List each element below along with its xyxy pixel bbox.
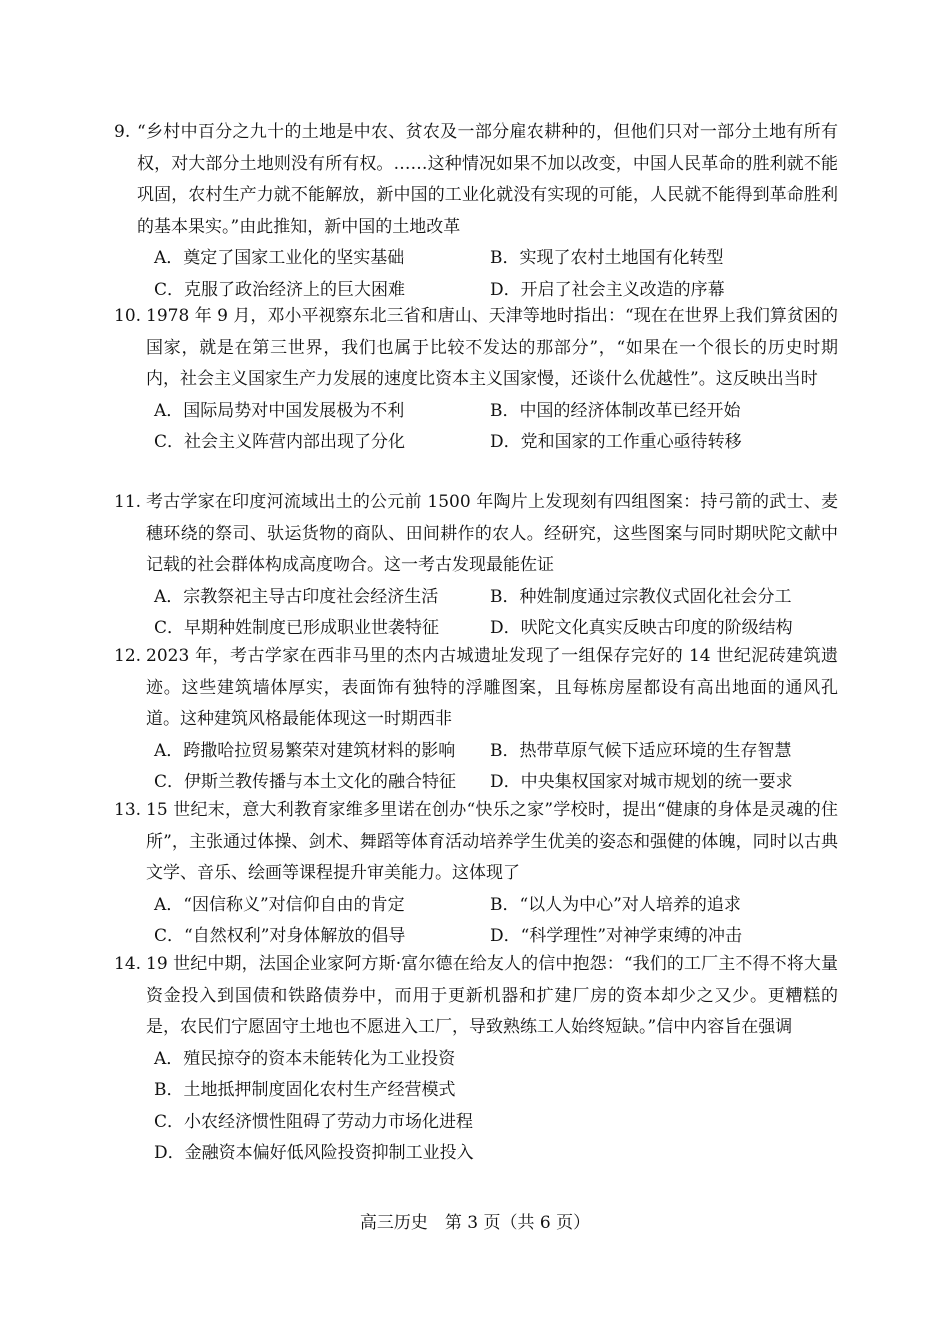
question-11 <box>114 487 838 645</box>
option-c: C．伊斯兰教传播与本土文化的融合特征 <box>154 772 457 792</box>
option-b: B．热带草原气候下适应环境的生存智慧 <box>490 740 792 761</box>
option-c: C．社会主义阵营内部出现了分化 <box>154 432 406 452</box>
option-b: B．种姓制度通过宗教仪式固化社会分工 <box>490 586 792 607</box>
question-number: 10. <box>114 306 142 326</box>
option-d: D．吠陀文化真实反映古印度的阶级结构 <box>490 618 793 638</box>
question-stem: 考古学家在印度河流域出土的公元前 1500 年陶片上发现刻有四组图案：持弓箭的武士、麦穗环绕的祭司、驮运货物的商队、田间耕作的农人。经研究，这些图案与同时期吠陀文献中记载的社会群体构成高度吻合。这一考古发现最能佐证 <box>146 492 838 575</box>
options <box>154 243 838 306</box>
question-stem: 15 世纪末，意大利教育家维多里诺在创办“快乐之家”学校时，提出“健康的身体是灵魂的住所”，主张通过体操、剑术、舞蹈等体育活动培养学生优美的姿态和强健的体魄，同时以古典文学、音乐、绘画等课程提升审美能力。这体现了 <box>146 800 838 883</box>
option-row <box>154 243 838 275</box>
option-row <box>154 396 838 428</box>
question-stem: 19 世纪中期，法国企业家阿方斯·富尔德在给友人的信中抱怨：“我们的工厂主不得不将大量资金投入到国债和铁路债券中，而用于更新机器和扩建厂房的资本却少之又少。更糟糕的是，农民们宁愿固守土地也不愿进入工厂，导致熟练工人始终短缺。”信中内容旨在强调 <box>146 954 838 1037</box>
options <box>154 582 838 645</box>
options <box>154 1044 838 1170</box>
options <box>154 736 838 799</box>
option-c: C．早期种姓制度已形成职业世袭特征 <box>154 618 440 638</box>
option-row <box>154 890 838 922</box>
option-b: B．实现了农村土地国有化转型 <box>490 248 724 268</box>
option-row <box>154 767 838 799</box>
question-stem: 1978 年 9 月，邓小平视察东北三省和唐山、天津等地时指出：“现在在世界上我们算贫困的国家，就是在第三世界，我们也属于比较不发达的那部分”，“如果在一个很长的历史时期内，社会主义国家生产力发展的速度比资本主义国家慢，还谈什么优越性”。这反映出当时 <box>146 306 838 389</box>
option-row <box>154 427 838 459</box>
question-12 <box>114 641 838 799</box>
option-a: A．奠定了国家工业化的坚实基础 <box>154 248 405 268</box>
option-a: A．“因信称义”对信仰自由的肯定 <box>154 894 405 915</box>
question-10 <box>114 301 838 459</box>
option-d: D．中央集权国家对城市规划的统一要求 <box>490 772 793 792</box>
option-c: C．小农经济惯性阻碍了劳动力市场化进程 <box>154 1111 474 1132</box>
options <box>154 396 838 459</box>
option-row <box>154 921 838 953</box>
option-b: B．土地抵押制度固化农村生产经营模式 <box>154 1080 456 1100</box>
option-d: D．金融资本偏好低风险投资抑制工业投入 <box>154 1143 474 1163</box>
question-number: 9. <box>114 122 131 142</box>
question-stem: 2023 年，考古学家在西非马里的杰内古城遗址发现了一组保存完好的 14 世纪泥砖建筑遗迹。这些建筑墙体厚实，表面饰有独特的浮雕图案，且每栋房屋都设有高出地面的通风孔道。这种建筑风格最能体现这一时期西非 <box>146 646 838 729</box>
option-d: D．开启了社会主义改造的序幕 <box>490 279 725 300</box>
option-a: A．跨撒哈拉贸易繁荣对建筑材料的影响 <box>154 740 456 761</box>
option-a: A．宗教祭祀主导古印度社会经济生活 <box>154 586 439 607</box>
option-d: D．“科学理性”对神学束缚的冲击 <box>490 926 743 946</box>
options <box>154 890 838 953</box>
option-row <box>154 582 838 614</box>
option-c: C．克服了政治经济上的巨大困难 <box>154 279 406 300</box>
option-a: A．国际局势对中国发展极为不利 <box>154 400 405 421</box>
option-a: A．殖民掠夺的资本未能转化为工业投资 <box>154 1048 456 1069</box>
question-13 <box>114 795 838 953</box>
option-row <box>154 613 838 645</box>
question-stem: “乡村中百分之九十的土地是中农、贫农及一部分雇农耕种的，但他们只对一部分土地有所有权，对大部分土地则没有所有权。……这种情况如果不加以改变，中国人民革命的胜利就不能巩固，农村生产力就不能解放，新中国的工业化就没有实现的可能，人民就不能得到革命胜利的基本果实。”由此推知，新中国的土地改革 <box>137 122 838 237</box>
question-number: 14. <box>114 954 142 974</box>
option-b: B．中国的经济体制改革已经开始 <box>490 400 741 421</box>
option-d: D．党和国家的工作重心亟待转移 <box>490 432 742 452</box>
option-c: C．“自然权利”对身体解放的倡导 <box>154 926 406 946</box>
question-9 <box>114 117 838 306</box>
option-b: B．“以人为中心”对人培养的追求 <box>490 894 741 915</box>
question-number: 12. <box>114 646 142 666</box>
option-row <box>154 736 838 768</box>
question-number: 11. <box>114 492 142 512</box>
question-14 <box>114 949 838 1170</box>
question-number: 13. <box>114 800 142 820</box>
page-footer: 高三历史 第 3 页（共 6 页） <box>359 1213 591 1233</box>
